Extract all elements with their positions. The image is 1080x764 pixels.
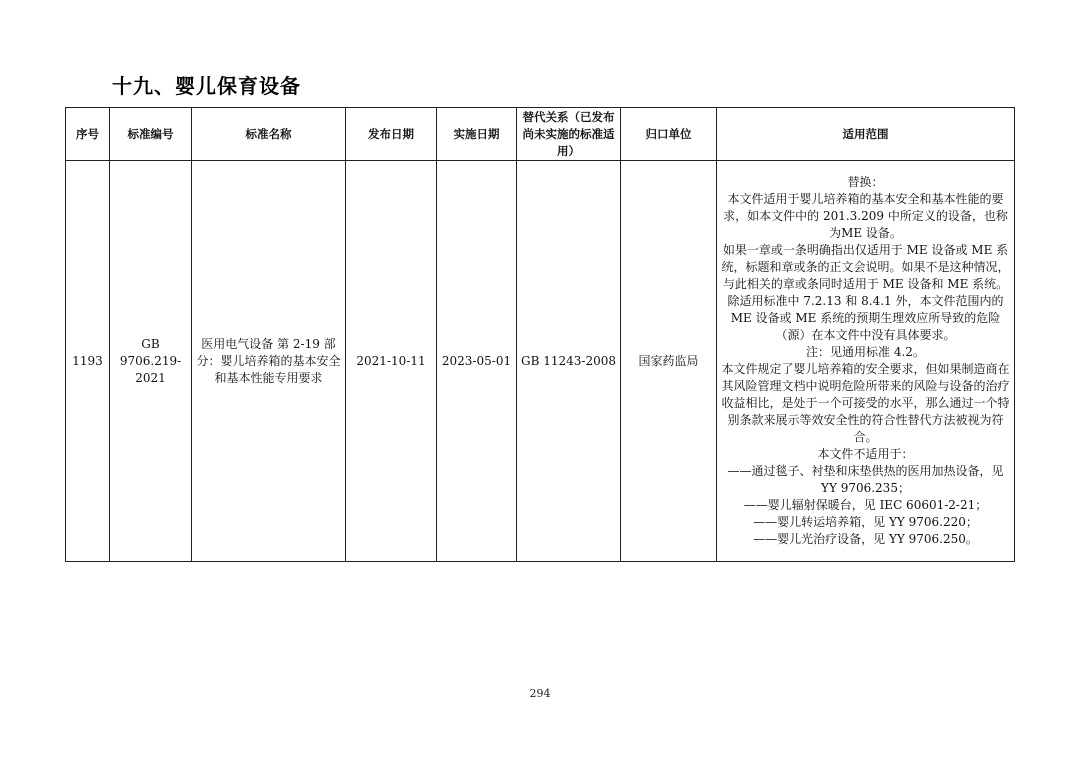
scope-paragraph: ——通过毯子、衬垫和床垫供热的医用加热设备，见 YY 9706.235；	[727, 464, 1004, 495]
header-seq: 序号	[66, 108, 110, 161]
cell-seq: 1193	[66, 161, 110, 562]
scope-paragraph: 除适用标准中 7.2.13 和 8.4.1 外，本文件范围内的 ME 设备或 ME 系统的预期生理效应所导致的危险（源）在本文件中没有具体要求。	[727, 294, 1004, 342]
scope-paragraph: ——婴儿辐射保暖台，见 IEC 60601-2-21；	[743, 498, 988, 512]
scope-paragraph: 本文件不适用于：	[817, 447, 914, 461]
header-std-no: 标准编号	[110, 108, 192, 161]
cell-impl-date: 2023-05-01	[437, 161, 517, 562]
cell-release-date: 2021-10-11	[346, 161, 437, 562]
standards-table	[65, 107, 1015, 562]
table-row	[66, 161, 1015, 562]
header-unit: 归口单位	[621, 108, 717, 161]
cell-scope	[717, 161, 1015, 562]
header-scope: 适用范围	[717, 108, 1015, 161]
cell-unit: 国家药监局	[621, 161, 717, 562]
cell-replace: GB 11243-2008	[517, 161, 621, 562]
scope-paragraph: 本文件适用于婴儿培养箱的基本安全和基本性能的要求，如本文件中的 201.3.209 中所定义的设备，也称为ME 设备。	[723, 192, 1008, 240]
scope-paragraph: ——婴儿光治疗设备，见 YY 9706.250。	[753, 532, 978, 546]
header-replace: 替代关系（已发布尚未实施的标准适用）	[517, 108, 621, 161]
cell-std-no: GB 9706.219-2021	[110, 161, 192, 562]
scope-paragraph: 替换：	[847, 175, 884, 189]
cell-std-name: 医用电气设备 第 2-19 部分：婴儿培养箱的基本安全和基本性能专用要求	[192, 161, 346, 562]
table-header-row	[66, 108, 1015, 161]
scope-paragraph: 注：见通用标准 4.2。	[806, 345, 925, 359]
header-release-date: 发布日期	[346, 108, 437, 161]
header-impl-date: 实施日期	[437, 108, 517, 161]
header-std-name: 标准名称	[192, 108, 346, 161]
page-number: 294	[529, 687, 551, 700]
scope-paragraph: 本文件规定了婴儿培养箱的安全要求，但如果制造商在其风险管理文档中说明危险所带来的风险与设备的治疗收益相比，是处于一个可接受的水平，那么通过一个特别条款来展示等效安全性的符合性替代方法被视为符合。	[721, 362, 1010, 444]
scope-paragraph: ——婴儿转运培养箱，见 YY 9706.220；	[753, 515, 978, 529]
section-title: 十九、婴儿保育设备	[112, 74, 301, 98]
scope-paragraph: 如果一章或一条明确指出仅适用于 ME 设备或 ME 系统，标题和章或条的正文会说明。如果不是这种情况，与此相关的章或条同时适用于 ME 设备和 ME 系统。	[721, 243, 1010, 291]
